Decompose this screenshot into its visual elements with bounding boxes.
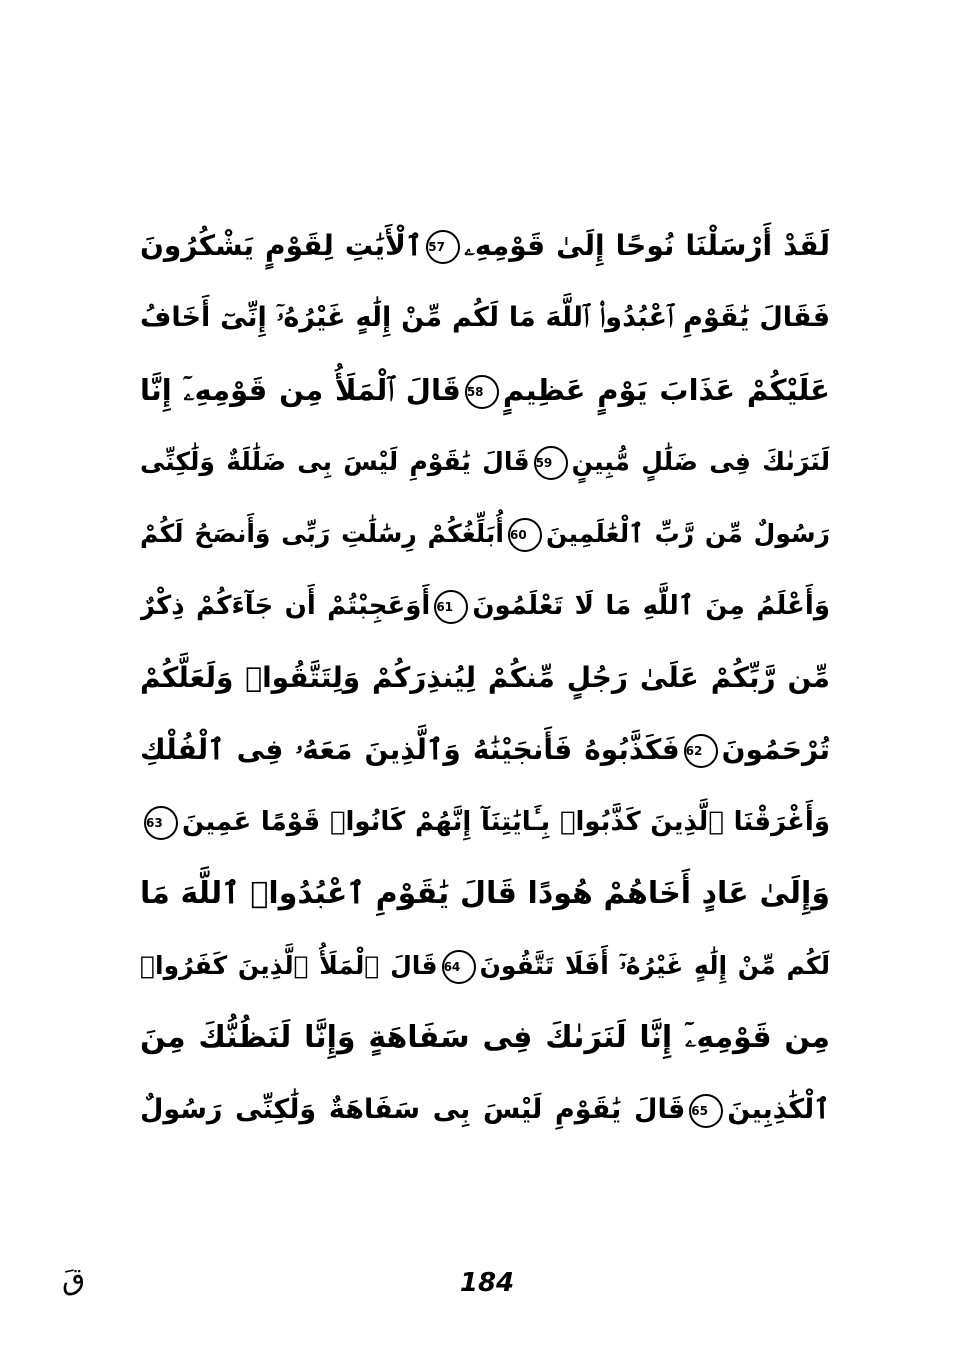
- verse-number-marker: 61: [434, 590, 468, 624]
- verse-text: قَالَ يَٰقَوْمِ لَيْسَ بِى سَفَاهَةٌ وَلَٰكِنِّى رَسُولٌ: [140, 1094, 686, 1125]
- verse-number-marker: 62: [684, 734, 718, 768]
- verse-line: [140, 1002, 830, 1074]
- verse-text: ٱلْكَٰذِبِينَ: [727, 1094, 830, 1125]
- verse-text: مِن قَوْمِهِۦٓ إِنَّا لَنَرَىٰكَ فِى سَفَاهَةٍ وَإِنَّا لَنَظُنُّكَ مِنَ: [140, 1020, 830, 1055]
- verse-line: [140, 354, 830, 426]
- verse-text: لَقَدْ أَرْسَلْنَا نُوحًا إِلَىٰ قَوْمِهِۦ: [464, 229, 830, 262]
- verse-line: [140, 930, 830, 1002]
- verse-number-marker: 63: [144, 806, 178, 840]
- verse-line: [140, 1074, 830, 1146]
- verse-line: [140, 786, 830, 858]
- verse-text: وَأَغْرَقْنَا ٱلَّذِينَ كَذَّبُوا۟ بِـَٔايَٰتِنَآ إِنَّهُمْ كَانُوا۟ قَوْمًا عَمِينَ: [182, 807, 830, 837]
- verse-text: لَنَرَىٰكَ فِى ضَلَٰلٍ مُّبِينٍ: [571, 447, 830, 476]
- verse-text: قَالَ ٱلْمَلَأُ ٱلَّذِينَ كَفَرُوا۟: [140, 951, 438, 980]
- verse-line: [140, 714, 830, 786]
- verse-line: [140, 498, 830, 570]
- verse-text: فَقَالَ يَٰقَوْمِ ٱعْبُدُوا۟ ٱللَّهَ مَا لَكُم مِّنْ إِلَٰهٍ غَيْرُهُۥٓ إِنِّىٓ أَخَافُ: [140, 302, 830, 333]
- verse-text: لَكُم مِّنْ إِلَٰهٍ غَيْرُهُۥٓ أَفَلَا تَتَّقُونَ: [479, 951, 830, 980]
- verse-text: وَأَعْلَمُ مِنَ ٱللَّهِ مَا لَا تَعْلَمُونَ: [472, 591, 830, 621]
- verse-line: [140, 210, 830, 282]
- verse-line: [140, 642, 830, 714]
- verse-number-marker: 65: [689, 1094, 723, 1128]
- verse-text: تُرْحَمُونَ: [721, 733, 830, 766]
- verse-text: قَالَ يَٰقَوْمِ لَيْسَ بِى ضَلَٰلَةٌ وَلَٰكِنِّى: [140, 447, 530, 476]
- verse-text: فَكَذَّبُوهُ فَأَنجَيْنَٰهُ وَٱلَّذِينَ مَعَهُۥ فِى ٱلْفُلْكِ: [140, 733, 680, 766]
- verse-number-marker: 58: [465, 375, 499, 409]
- verse-text: مِّن رَّبِّكُمْ عَلَىٰ رَجُلٍ مِّنكُمْ لِيُنذِرَكُمْ وَلِتَتَّقُوا۟ وَلَعَلَّكُمْ: [140, 661, 830, 694]
- verse-number-marker: 64: [442, 950, 476, 984]
- verse-text: عَلَيْكُمْ عَذَابَ يَوْمٍ عَظِيمٍ: [502, 373, 830, 407]
- verse-line: [140, 282, 830, 354]
- catchword: قَ: [62, 1262, 86, 1297]
- verse-text: رَسُولٌ مِّن رَّبِّ ٱلْعَٰلَمِينَ: [545, 519, 830, 548]
- page-number: 184: [459, 1268, 515, 1298]
- verse-text: ٱلْأَيَٰتِ لِقَوْمٍ يَشْكُرُونَ: [140, 229, 423, 262]
- verse-text: وَإِلَىٰ عَادٍ أَخَاهُمْ هُودًا قَالَ يَٰقَوْمِ ٱعْبُدُوا۟ ٱللَّهَ مَا: [140, 876, 830, 911]
- verse-number-marker: 59: [534, 446, 568, 480]
- verse-line: [140, 858, 830, 930]
- verse-text: أُبَلِّغُكُمْ رِسَٰلَٰتِ رَبِّى وَأَنصَحُ لَكُمْ: [140, 519, 504, 548]
- verse-line: [140, 570, 830, 642]
- verse-line: [140, 426, 830, 498]
- verse-text: أَوَعَجِبْتُمْ أَن جَآءَكُمْ ذِكْرٌ: [140, 591, 431, 621]
- verse-text: قَالَ ٱلْمَلَأُ مِن قَوْمِهِۦٓ إِنَّا: [140, 373, 461, 407]
- verse-number-marker: 57: [426, 230, 460, 264]
- verse-number-marker: 60: [508, 518, 542, 552]
